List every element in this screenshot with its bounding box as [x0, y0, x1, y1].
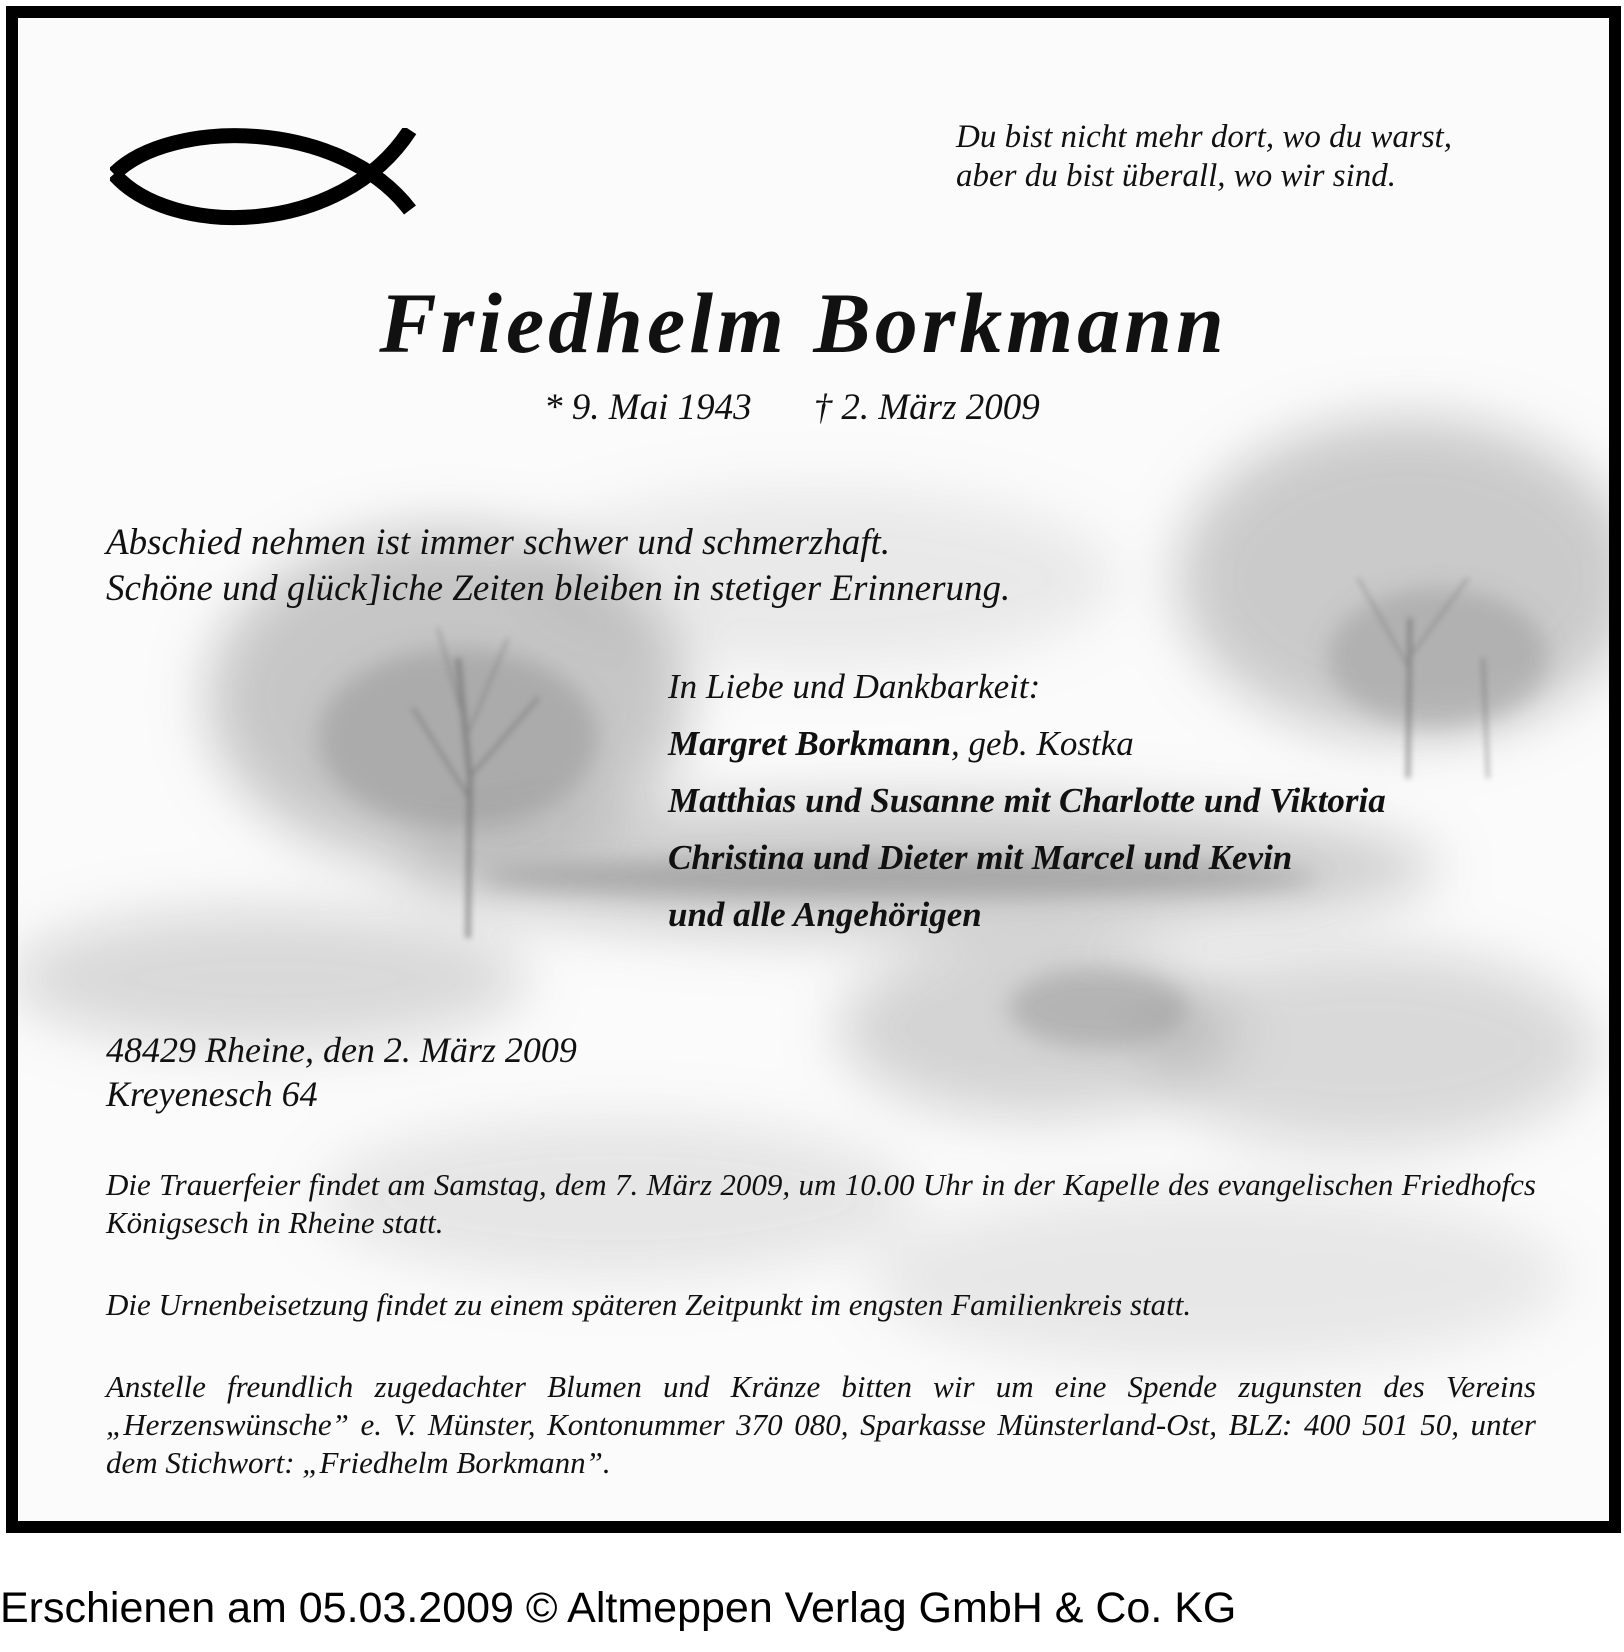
- farewell-text: [106, 520, 1010, 612]
- death-date: † 2. März 2009: [813, 387, 1040, 428]
- deceased-name: Friedhelm Borkmann: [379, 275, 1228, 371]
- motto: [956, 118, 1452, 196]
- spouse-maiden-name: , geb. Kostka: [951, 724, 1134, 763]
- spouse-name: Margret Borkmann: [668, 724, 951, 763]
- address-line: Kreyenesch 64: [106, 1074, 318, 1114]
- urn-burial-paragraph: Die Urnenbeisetzung findet zu einem späteren Zeitpunkt im engsten Familienkreis statt.: [106, 1287, 1192, 1322]
- ichthys-fish-icon: [110, 128, 420, 238]
- publication-footer: Erschienen am 05.03.2009 © Altmeppen Verlag GmbH & Co. KG: [0, 1584, 1237, 1632]
- birth-date: * 9. Mai 1943: [544, 387, 752, 428]
- mourner-line: Matthias und Susanne mit Charlotte und Viktoria: [668, 781, 1386, 820]
- farewell-line: Abschied nehmen ist immer schwer und schmerzhaft.: [106, 522, 891, 563]
- obituary-card: [6, 6, 1621, 1533]
- mourners-list: [668, 658, 1386, 943]
- donation-paragraph: Anstelle freundlich zugedachter Blumen und Kränze bitten wir um eine Spende zugunsten des Vereins „Herzenswünsche” e. V. Münster, Kontonummer 370 080, Sparkasse Münsterland-Ost, BLZ: 400 501 50, unter dem Stichwort: „Friedhelm Borkmann”.: [106, 1369, 1536, 1480]
- mourner-spouse: [668, 715, 1386, 772]
- farewell-line: Schöne und glück]iche Zeiten bleiben in stetiger Erinnerung.: [106, 568, 1011, 609]
- address-line: 48429 Rheine, den 2. März 2009: [106, 1030, 577, 1070]
- mourner-line: und alle Angehörigen: [668, 895, 982, 934]
- mourner-line: Christina und Dieter mit Marcel und Kevin: [668, 838, 1293, 877]
- address: [106, 1028, 577, 1116]
- motto-line: Du bist nicht mehr dort, wo du warst,: [956, 119, 1452, 155]
- funeral-service-paragraph: Die Trauerfeier findet am Samstag, dem 7. März 2009, um 10.00 Uhr in der Kapelle des evangelischen Friedhofcs Königsesch in Rheine statt.: [106, 1167, 1536, 1240]
- mourners-intro: In Liebe und Dankbarkeit:: [668, 667, 1041, 706]
- life-dates: [544, 386, 1040, 429]
- motto-line: aber du bist überall, wo wir sind.: [956, 158, 1397, 194]
